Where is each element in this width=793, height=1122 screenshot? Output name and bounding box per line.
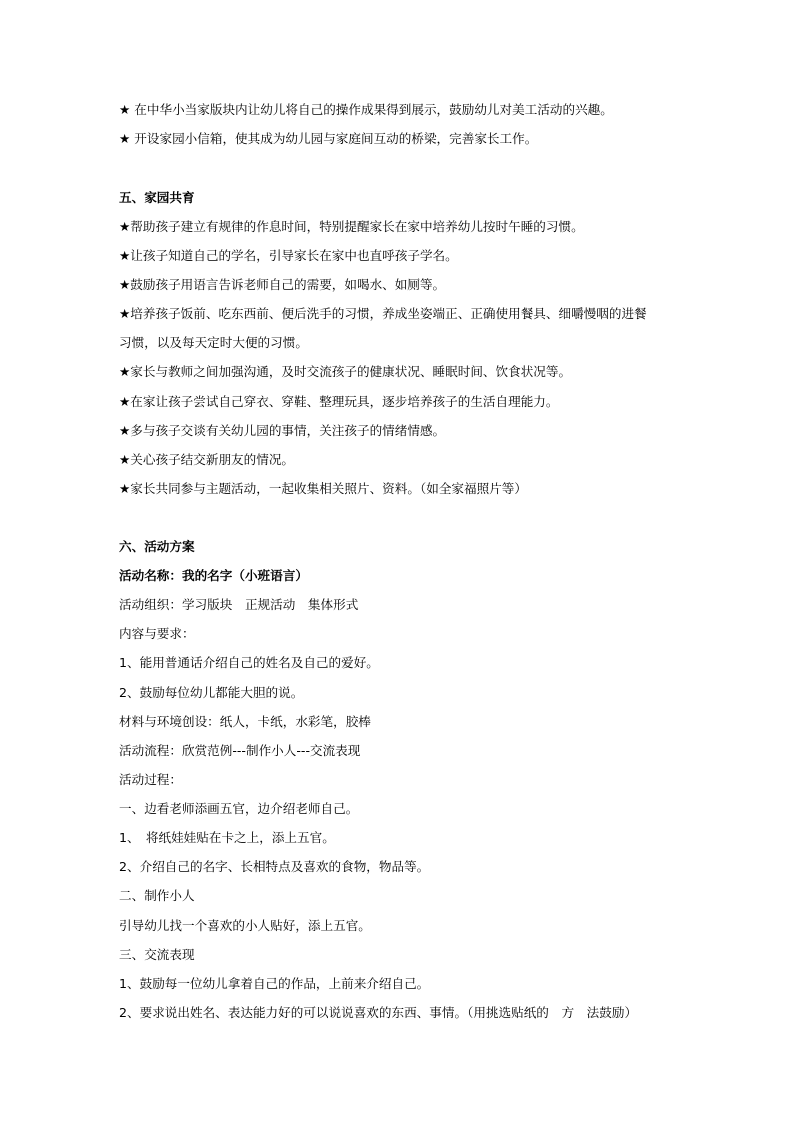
list-item: ★多与孩子交谈有关幼儿园的事情，关注孩子的情绪情感。 [119, 423, 446, 438]
materials-line: 材料与环境创设：纸人，卡纸，水彩笔，胶棒 [119, 714, 371, 729]
bullet-display-results: ★ 在中华小当家版块内让幼儿将自己的操作成果得到展示，鼓励幼儿对美工活动的兴趣。 [119, 102, 613, 117]
requirement-item: 1、能用普通话介绍自己的姓名及自己的爱好。 [119, 655, 379, 670]
list-item: ★家长共同参与主题活动，一起收集相关照片、资料。（如全家福照片等） [119, 481, 527, 496]
list-item: ★家长与教师之间加强沟通，及时交流孩子的健康状况、睡眠时间、饮食状况等。 [119, 364, 572, 379]
process-step-heading: 一、边看老师添画五官，边介绍老师自己。 [119, 801, 359, 816]
process-substep: 1、鼓励每一位幼儿拿着自己的作品，上前来介绍自己。 [119, 976, 430, 991]
list-item: ★鼓励孩子用语言告诉老师自己的需要，如喝水、如厕等。 [119, 277, 446, 292]
process-substep: 1、 将纸娃娃贴在卡之上，添上五官。 [119, 830, 335, 845]
content-requirements-label: 内容与要求： [119, 626, 195, 641]
list-item-continuation: 习惯，以及每天定时大便的习惯。 [119, 335, 308, 350]
process-substep: 2、介绍自己的名字、长相特点及喜欢的食物，物品等。 [119, 859, 430, 874]
process-substep: 2、要求说出姓名、表达能力好的可以说说喜欢的东西、事情。（用挑选贴纸的 方 法鼓励） [119, 1005, 638, 1020]
requirement-item: 2、鼓励每位幼儿都能大胆的说。 [119, 685, 304, 700]
activity-flow-line: 活动流程：欣赏范例---制作小人---交流表现 [119, 743, 361, 758]
process-substep: 引导幼儿找一个喜欢的小人贴好，添上五官。 [119, 918, 371, 933]
bullet-parent-mailbox: ★ 开设家园小信箱，使其成为幼儿园与家庭间互动的桥梁，完善家长工作。 [119, 131, 538, 146]
activity-name: 活动名称：我的名字（小班语言） [119, 568, 308, 583]
process-step-heading: 二、制作小人 [119, 888, 195, 903]
activity-process-label: 活动过程： [119, 772, 182, 787]
list-item: ★关心孩子结交新朋友的情况。 [119, 452, 295, 467]
list-item: ★让孩子知道自己的学名，引导家长在家中也直呼孩子学名。 [119, 248, 458, 263]
process-step-heading: 三、交流表现 [119, 947, 195, 962]
list-item: ★在家让孩子尝试自己穿衣、穿鞋、整理玩具，逐步培养孩子的生活自理能力。 [119, 394, 559, 409]
section-heading-home-school: 五、家园共育 [119, 190, 195, 205]
list-item: ★培养孩子饭前、吃东西前、便后洗手的习惯，养成坐姿端正、正确使用餐具、细嚼慢咽的进餐 [119, 306, 647, 321]
activity-organization: 活动组织：学习版块 正规活动 集体形式 [119, 597, 359, 612]
list-item: ★帮助孩子建立有规律的作息时间，特别提醒家长在家中培养幼儿按时午睡的习惯。 [119, 219, 584, 234]
section-heading-activity-plan: 六、活动方案 [119, 539, 195, 554]
